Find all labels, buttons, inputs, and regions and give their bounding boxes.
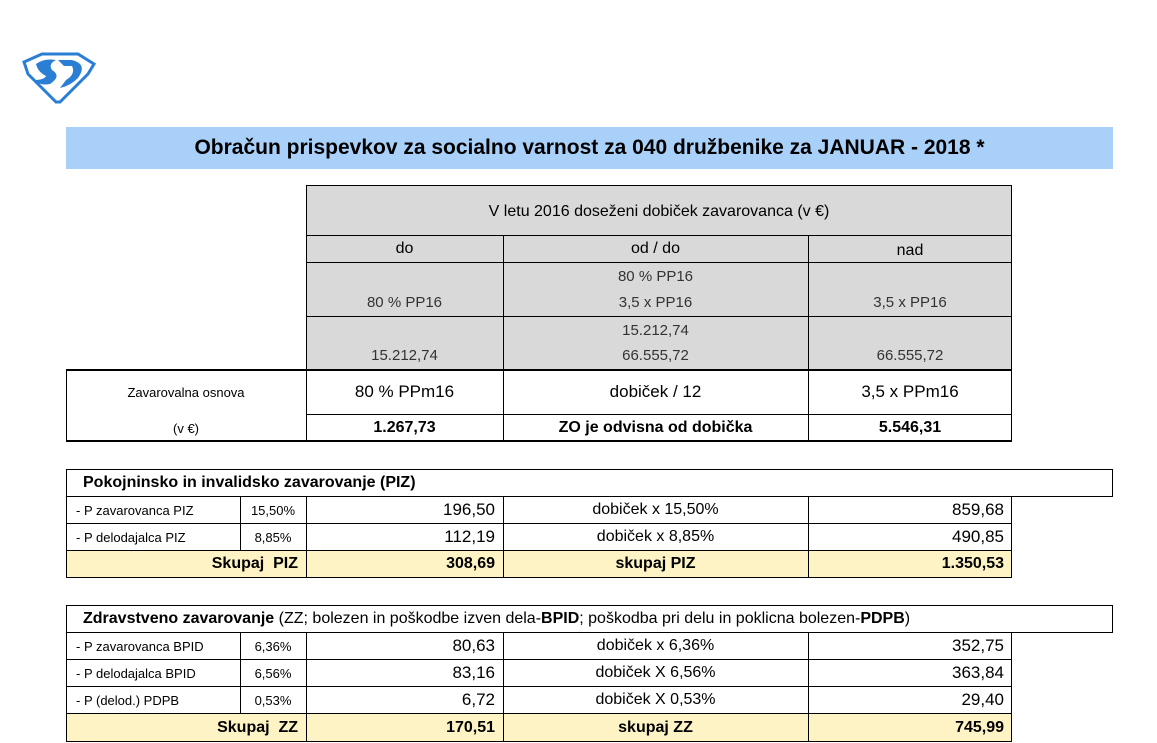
base-r1-c1: 80 % PPm16 <box>354 382 455 401</box>
base-r1-c3: 3,5 x PPm16 <box>861 382 959 401</box>
zz-row-1-formula: dobiček x 6,36% <box>596 637 715 654</box>
base-label: Zavarovalna osnova <box>127 384 245 400</box>
zz-row-1-rate: 6,36% <box>254 638 292 654</box>
zz-row-3-amount: 6,72 <box>461 690 495 709</box>
piz-row-2-amount: 112,19 <box>444 527 495 546</box>
zz-total-formula: skupaj ZZ <box>618 718 693 736</box>
zz-row-3-label: - P (delod.) PDPB <box>76 692 180 708</box>
zz-row-1-max: 352,75 <box>952 636 1004 655</box>
zz-row-3-max: 29,40 <box>961 690 1004 709</box>
base-unit: (v €) <box>173 420 199 436</box>
threshold-r1-c2-bottom: 3,5 x PP16 <box>618 293 693 311</box>
base-r2-c2: ZO je odvisna od dobička <box>558 419 753 436</box>
zz-total-amount: 170,51 <box>446 718 495 736</box>
piz-row-1-label: - P zavarovanca PIZ <box>76 502 194 518</box>
threshold-r1-c2-top: 80 % PP16 <box>617 267 694 285</box>
piz-row-1-max: 859,68 <box>952 500 1004 519</box>
zz-title-bpid: BPID <box>541 610 580 627</box>
zz-row-3-rate: 0,53% <box>254 692 292 708</box>
piz-total-amount: 308,69 <box>446 555 495 572</box>
threshold-r1-c1: 80 % PP16 <box>366 293 443 311</box>
threshold-r2-c2-bottom: 66.555,72 <box>622 346 689 364</box>
zz-row-2-amount: 83,16 <box>452 663 495 682</box>
piz-row-2-max: 490,85 <box>952 527 1004 546</box>
col-header-nad: nad <box>896 242 924 259</box>
piz-row-1-rate: 15,50% <box>250 502 296 518</box>
base-r2-c3: 5.546,31 <box>878 419 942 436</box>
zz-title-close: ) <box>904 610 911 627</box>
base-r1-c2: dobiček / 12 <box>609 382 702 401</box>
zz-title-main: Zdravstveno zavarovanje <box>83 610 275 627</box>
zz-row-2-max: 363,84 <box>952 663 1004 682</box>
threshold-r2-c1: 15.212,74 <box>371 346 438 364</box>
zz-row-1-amount: 80,63 <box>452 636 495 655</box>
zz-row-2-label: - P delodajalca BPID <box>76 665 196 681</box>
piz-title: Pokojninsko in invalidsko zavarovanje (PIZ) <box>66 469 1113 497</box>
piz-row-1-formula: dobiček x 15,50% <box>592 501 719 518</box>
piz-row-2-formula: dobiček x 8,85% <box>596 528 715 545</box>
zz-row-1-label: - P zavarovanca BPID <box>76 638 204 654</box>
zz-row-2-rate: 6,56% <box>254 665 292 681</box>
zz-title-desc-1: (ZZ; bolezen in poškodbe izven dela- <box>274 610 542 627</box>
piz-row-2-rate: 8,85% <box>254 529 292 545</box>
zz-title-pdpb: PDPB <box>860 610 905 627</box>
zz-title-desc-2: ; poškodba pri delu in poklicna bolezen- <box>579 610 861 627</box>
piz-total-formula: skupaj PIZ <box>615 555 696 572</box>
company-logo <box>22 50 96 104</box>
piz-row-2-label: - P delodajalca PIZ <box>76 529 186 545</box>
zz-total-max: 745,99 <box>955 718 1004 736</box>
col-header-do: do <box>395 240 414 257</box>
threshold-r2-c3: 66.555,72 <box>876 346 944 364</box>
piz-row-1-amount: 196,50 <box>443 500 495 519</box>
threshold-header: V letu 2016 doseženi dobiček zavarovanca (v €) <box>488 203 830 220</box>
piz-total-max: 1.350,53 <box>941 555 1004 572</box>
zz-row-3-formula: dobiček X 0,53% <box>595 691 716 708</box>
zz-total-label: Skupaj ZZ <box>217 718 298 736</box>
page-title: Obračun prispevkov za socialno varnost za 040 družbenike za JANUAR - 2018 * <box>66 127 1113 169</box>
threshold-r2-c2-top: 15.212,74 <box>622 321 689 339</box>
col-header-od-do: od / do <box>631 240 680 257</box>
zz-row-2-formula: dobiček X 6,56% <box>595 664 716 681</box>
threshold-r1-c3: 3,5 x PP16 <box>873 293 947 311</box>
zz-title <box>66 605 1113 633</box>
piz-total-label: Skupaj PIZ <box>211 555 298 572</box>
base-r2-c1: 1.267,73 <box>373 419 436 436</box>
